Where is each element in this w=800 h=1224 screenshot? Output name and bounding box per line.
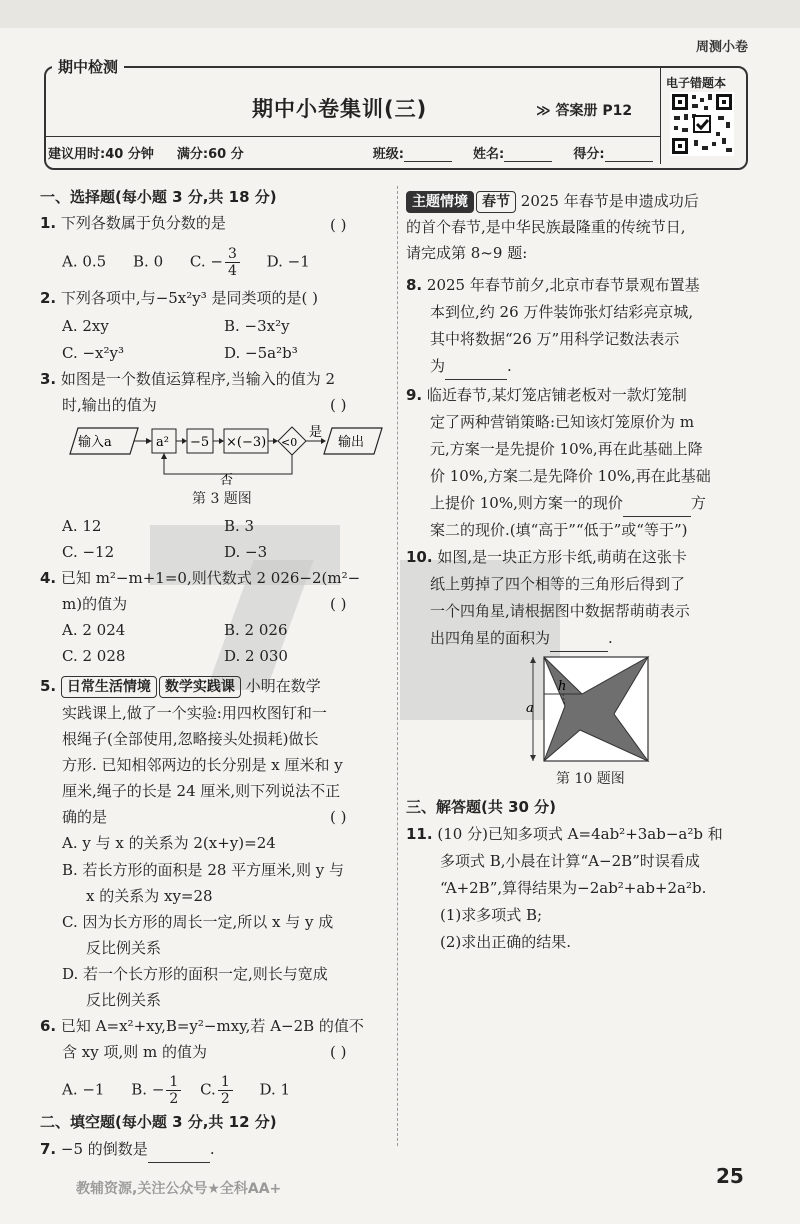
- name-label: 姓名:: [473, 147, 505, 162]
- q10-caption: 第 10 题图: [556, 771, 625, 787]
- column-divider: [397, 186, 398, 1146]
- theme-tag: 主题情境: [406, 191, 474, 213]
- qr-code-icon[interactable]: [670, 92, 734, 156]
- q5-option-c-line2: 反比例关系: [86, 939, 162, 957]
- question-10-line4: 出四角星的面积为 .: [430, 625, 613, 652]
- question-3-line2: 时,输出的值为: [62, 396, 157, 414]
- flow-yes: 是: [309, 425, 323, 440]
- question-9-line3: 元,方案一是先提价 10%,再在此基础上降: [430, 440, 703, 458]
- q2-option-c: C. −x²y³: [62, 344, 125, 362]
- question-11-line2: 多项式 B,小晨在计算“A−2B”时误看成: [440, 852, 700, 870]
- grade-label: 得分:: [573, 147, 605, 162]
- page-title: 期中小卷集训(三): [252, 97, 428, 121]
- info-row: [48, 143, 653, 162]
- flow-minus5: −5: [190, 435, 210, 450]
- flow-no: 否: [220, 473, 234, 486]
- context-tag: 日常生活情境: [61, 676, 157, 698]
- class-label: 班级:: [372, 147, 404, 162]
- q5-option-c: C. 因为长方形的周长一定,所以 x 与 y 成: [62, 913, 334, 931]
- score-label: 满分:60 分: [176, 147, 244, 162]
- question-5: 5. 日常生活情境 数学实践课 小明在数学: [40, 673, 321, 700]
- theme-tag: 春节: [476, 191, 516, 213]
- question-5-line5: 厘米,绳子的长是 24 厘米,则下列说法不正: [62, 782, 341, 800]
- grade-field[interactable]: [605, 145, 653, 162]
- q3-option-b: B. 3: [224, 517, 255, 535]
- q2-option-d: D. −5a²b³: [224, 344, 298, 362]
- question-7: 7. −5 的倒数是 .: [40, 1136, 215, 1163]
- top-bar: [0, 0, 800, 28]
- answer-blank-10[interactable]: [550, 635, 608, 652]
- question-5-line3: 根绳子(全部使用,忽略接头处损耗)做长: [62, 730, 319, 748]
- time-label: 建议用时:40 分钟: [48, 147, 154, 162]
- q5-option-b-line2: x 的关系为 xy=28: [86, 887, 213, 905]
- answer-blank-8[interactable]: [445, 363, 507, 380]
- question-10-line2: 纸上剪掉了四个相等的三角形后得到了: [430, 575, 686, 593]
- q2-option-a: A. 2xy: [62, 317, 109, 335]
- question-9-line4: 价 10%,方案二是先降价 10%,再在此基础: [430, 467, 711, 485]
- question-10: 10. 如图,是一块正方形卡纸,萌萌在这张卡: [406, 548, 687, 566]
- theme-intro-line3: 请完成第 8~9 题:: [406, 244, 528, 262]
- q2-option-b: B. −3x²y: [224, 317, 290, 335]
- flow-square: a²: [156, 435, 169, 450]
- four-point-star-figure: [522, 654, 672, 766]
- q4-option-d: D. 2 030: [224, 647, 288, 665]
- q5-option-d: D. 若一个长方形的面积一定,则长与宽成: [62, 965, 328, 983]
- q5-option-a: A. y 与 x 的关系为 2(x+y)=24: [62, 834, 276, 852]
- question-11-part1: (1)求多项式 B;: [440, 906, 543, 924]
- header-divider: [44, 136, 660, 137]
- section-choice-title: 一、选择题(每小题 3 分,共 18 分): [40, 188, 277, 206]
- question-5-line4: 方形. 已知相邻两边的长分别是 x 厘米和 y: [62, 756, 343, 774]
- flow-chart: [68, 424, 388, 486]
- q6-options: A. −1 B. − $\frac{1}{2}$ C. $\frac{1}{2}$ D. 1: [62, 1074, 291, 1107]
- question-9: 9. 临近春节,某灯笼店铺老板对一款灯笼制: [406, 386, 687, 404]
- question-10-line3: 一个四角星,请根据图中数据帮萌萌表示: [430, 602, 690, 620]
- question-4-line2: m)的值为: [62, 595, 128, 613]
- q1-options: A. 0.5 B. 0 C. − $\frac{3}{4}$ D. −1: [62, 246, 310, 279]
- q4-option-b: B. 2 026: [224, 621, 288, 639]
- context-tag: 数学实践课: [159, 676, 241, 698]
- question-11: 11. (10 分)已知多项式 A=4ab²+3ab−a²b 和: [406, 825, 723, 843]
- question-2: 2. 下列各项中,与−5x²y³ 是同类项的是( ): [40, 289, 319, 307]
- section-label: 期中检测: [52, 56, 124, 77]
- question-8-line2: 本到位,约 26 万件装饰张灯结彩亮京城,: [430, 303, 694, 321]
- question-5-line2: 实践课上,做了一个实验:用四枚图钉和一: [62, 704, 327, 722]
- label-a: a: [526, 701, 534, 716]
- answer-ref: ≫ 答案册 P12: [536, 103, 633, 119]
- question-11-line3: “A+2B”,算得结果为−2ab²+ab+2a²b.: [440, 879, 707, 897]
- page-number: 25: [716, 1164, 744, 1188]
- section-answer-title: 三、解答题(共 30 分): [406, 798, 557, 816]
- answer-paren-1[interactable]: ( ): [330, 216, 347, 234]
- qr-label: 电子错题本: [666, 76, 727, 90]
- q4-option-c: C. 2 028: [62, 647, 126, 665]
- name-field[interactable]: [504, 145, 552, 162]
- label-h: h: [558, 679, 567, 694]
- q3-option-c: C. −12: [62, 543, 115, 561]
- question-9-line2: 定了两种营销策略:已知该灯笼原价为 m: [430, 413, 695, 431]
- theme-intro-line2: 的首个春节,是中华民族最隆重的传统节日,: [406, 218, 686, 236]
- answer-blank-9[interactable]: [623, 500, 691, 517]
- flow-compare: <0: [281, 436, 298, 449]
- flow-multiply: ×(−3): [226, 435, 267, 450]
- footer-note: 教辅资源,关注公众号★全科AA+: [76, 1181, 282, 1197]
- q4-option-a: A. 2 024: [62, 621, 126, 639]
- question-1: 1. 下列各数属于负分数的是: [40, 214, 226, 232]
- question-6-line2: 含 xy 项,则 m 的值为: [62, 1043, 207, 1061]
- question-6: 6. 已知 A=x²+xy,B=y²−mxy,若 A−2B 的值不: [40, 1017, 364, 1035]
- answer-paren-5[interactable]: ( ): [330, 808, 347, 826]
- answer-paren-6[interactable]: ( ): [330, 1043, 347, 1061]
- answer-paren-3[interactable]: ( ): [330, 396, 347, 414]
- class-field[interactable]: [404, 145, 452, 162]
- question-8-line4: 为 .: [430, 353, 512, 380]
- section-fill-title: 二、填空题(每小题 3 分,共 12 分): [40, 1113, 277, 1131]
- question-9-line6: 案二的现价.(填“高于”“低于”或“等于”): [430, 521, 688, 539]
- question-3: 3. 如图是一个数值运算程序,当输入的值为 2: [40, 370, 336, 388]
- question-9-line5: 上提价 10%,则方案一的现价 方: [430, 490, 706, 517]
- q3-option-d: D. −3: [224, 543, 268, 561]
- answer-paren-4[interactable]: ( ): [330, 595, 347, 613]
- q3-caption: 第 3 题图: [192, 491, 252, 507]
- question-8: 8. 2025 年春节前夕,北京市春节景观布置基: [406, 276, 700, 294]
- question-8-line3: 其中将数据“26 万”用科学记数法表示: [430, 330, 680, 348]
- answer-blank-7[interactable]: [148, 1146, 210, 1163]
- q5-option-b: B. 若长方形的面积是 28 平方厘米,则 y 与: [62, 861, 344, 879]
- theme-intro: 主题情境 春节 2025 年春节是申遗成功后: [406, 188, 699, 215]
- q5-option-d-line2: 反比例关系: [86, 991, 162, 1009]
- flow-output: 输出: [338, 435, 365, 450]
- question-5-line6: 确的是: [62, 808, 108, 826]
- q3-option-a: A. 12: [62, 517, 102, 535]
- question-11-part2: (2)求出正确的结果.: [440, 933, 572, 951]
- question-4: 4. 已知 m²−m+1=0,则代数式 2 026−2(m²−: [40, 569, 361, 587]
- corner-label: 周测小卷: [696, 40, 749, 55]
- flow-input: 输入a: [78, 435, 112, 450]
